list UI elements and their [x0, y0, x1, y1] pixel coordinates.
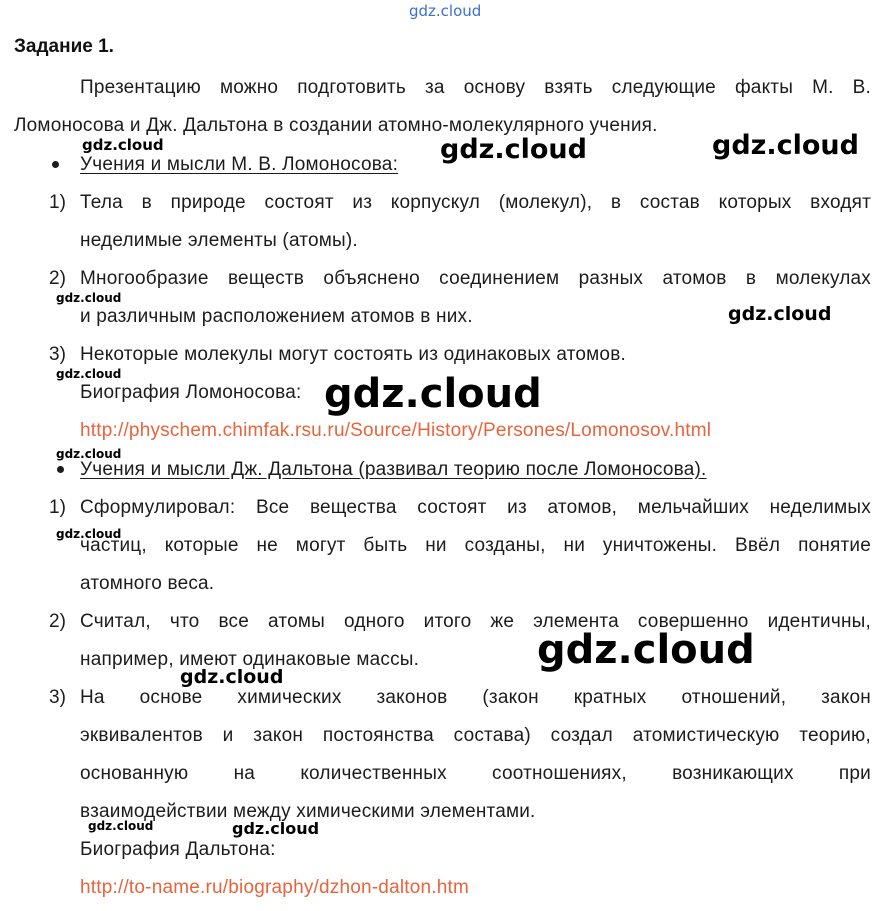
list-number: 3) [49, 687, 66, 708]
watermark: gdz.cloud [728, 303, 832, 325]
watermark: gdz.cloud [56, 527, 122, 541]
list-item-line: На основе химических законов (закон кратных отношений, закон [80, 687, 871, 708]
list-item-line: атомного веса. [80, 573, 215, 594]
watermark: gdz.cloud [324, 371, 542, 417]
bio-label-dalton: Биография Дальтона: [80, 839, 276, 860]
link-dalton-biography[interactable]: http://to-name.ru/biography/dzhon-dalton.htm [80, 877, 470, 898]
bio-label-lomonosov: Биография Ломоносова: [80, 382, 302, 403]
list-number: 3) [49, 344, 66, 365]
watermark: gdz.cloud [82, 136, 164, 154]
list-number: 1) [49, 192, 66, 213]
list-item-line: неделимые элементы (атомы). [80, 230, 358, 251]
list-item-line: Сформулировал: Все вещества состоят из атомов, мельчайших неделимых [80, 497, 871, 518]
intro-line-1: Презентацию можно подготовить за основу взять следующие факты М. В. [80, 77, 871, 98]
list-number: 2) [49, 268, 66, 289]
link-lomonosov-biography[interactable]: http://physchem.chimfak.rsu.ru/Source/History/Persones/Lomonosov.html [80, 420, 712, 441]
list-item-line: частиц, которые не могут быть ни созданы, ни уничтожены. Ввёл понятие [80, 535, 871, 556]
watermark: gdz.cloud [232, 819, 320, 838]
intro-line-2: Ломоносова и Дж. Дальтона в создании атомно-молекулярного учения. [14, 115, 658, 136]
list-item-line: Тела в природе состоят из корпускул (молекул), в состав которых входят [80, 192, 871, 213]
watermark: gdz.cloud [712, 130, 859, 161]
task-title: Задание 1. [14, 36, 114, 57]
section1-heading: Учения и мысли М. В. Ломоносова: [80, 154, 399, 175]
watermark: gdz.cloud [88, 819, 154, 833]
watermark: gdz.cloud [537, 627, 755, 673]
list-item-line: Многообразие веществ объяснено соединением разных атомов в молекулах [80, 268, 871, 289]
watermark: gdz.cloud [56, 291, 122, 305]
list-item-line: основанную на количественных соотношениях, возникающих при [80, 763, 871, 784]
list-item-line: например, имеют одинаковые массы. [80, 649, 420, 670]
list-item-line: и различным расположением атомов в них. [80, 306, 473, 327]
watermark: gdz.cloud [56, 447, 122, 461]
list-item-line: Некоторые молекулы могут состоять из одинаковых атомов. [80, 344, 626, 365]
list-item-line: взаимодействии между химическими элементами. [80, 801, 536, 822]
watermark: gdz.cloud [409, 2, 482, 20]
section2-heading: Учения и мысли Дж. Дальтона (развивал теорию после Ломоносова). [80, 459, 707, 480]
bullet-icon [52, 161, 59, 168]
list-number: 2) [49, 611, 66, 632]
list-number: 1) [49, 497, 66, 518]
watermark: gdz.cloud [56, 367, 122, 381]
list-item-line: Считал, что все атомы одного итого же элемента совершенно идентичны, [80, 611, 871, 632]
list-item-line: эквивалентов и закон постоянства состава) создал атомистическую теорию, [80, 725, 871, 746]
watermark: gdz.cloud [180, 666, 284, 688]
bullet-icon [57, 466, 64, 473]
watermark: gdz.cloud [440, 134, 587, 165]
